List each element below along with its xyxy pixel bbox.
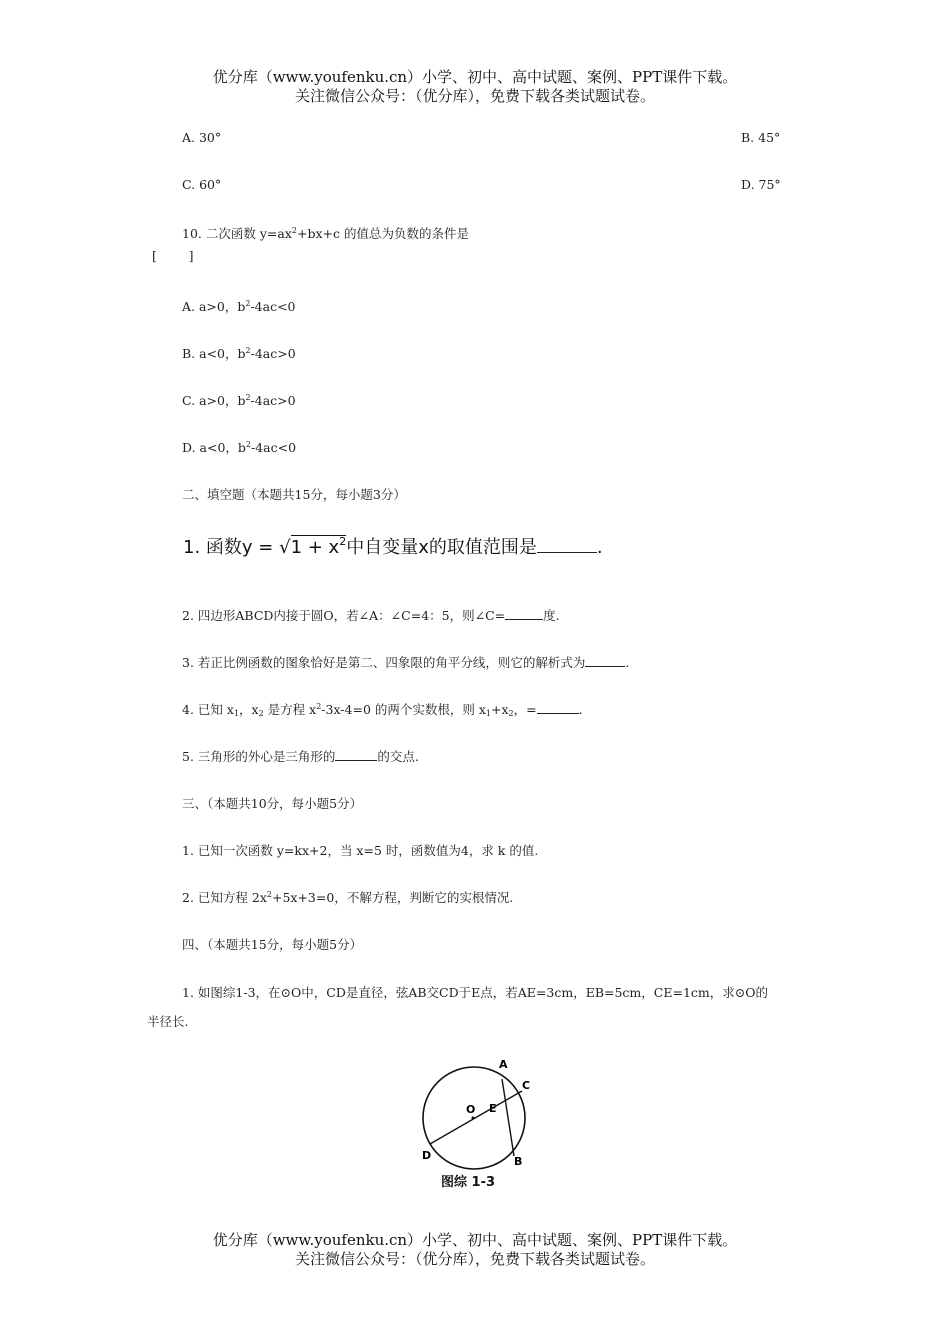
s2-q5: 5. 三角形的外心是三角形的 的交点. [182, 749, 419, 764]
s4-q1-line2: 半径长. [147, 1014, 189, 1029]
q9-option-a: A. 30° [182, 130, 222, 145]
s2-q1-formula: 1. 函数$y = √1 + x^2$中自变量x的取值范围是 . [183, 535, 603, 558]
q10-option-b: B. a<0，$b^2-4ac>0$ [182, 346, 296, 361]
header-line-1: 优分库（www.youfenku.cn）小学、初中、高中试题、案例、PPT课件下载。 [212, 68, 738, 86]
label-b: B [514, 1155, 523, 1168]
q9-option-d: D. 75° [741, 177, 781, 192]
header-line-2: 关注微信公众号：（优分库），免费下载各类试题试卷。 [294, 87, 655, 105]
label-e: E [489, 1102, 497, 1115]
s2-q2: 2. 四边形ABCD内接于圆O，若∠A：∠C=4：5，则∠C= 度. [182, 608, 560, 623]
section-3-title: 三、（本题共10分，每小题5分） [182, 796, 363, 811]
label-o: O [466, 1103, 476, 1116]
q9-option-c: C. 60° [182, 177, 222, 192]
s2-q4: 4. 已知 $x_1$，$x_2$ 是方程 $x^2-3x-4=0$ 的两个实数根，则 $x_1+x_2$，= . [182, 702, 583, 718]
answer-blank[interactable] [585, 654, 625, 667]
label-a: A [499, 1058, 508, 1071]
circle-figure [410, 1055, 550, 1190]
chord-ab [502, 1079, 514, 1156]
s2-q3: 3. 若正比例函数的图象恰好是第二、四象限的角平分线，则它的解析式为 . [182, 655, 630, 670]
q10-option-c: C. a>0，$b^2-4ac>0$ [182, 393, 296, 408]
s3-q2: 2. 已知方程 $2x^2+5x+3=0$，不解方程，判断它的实根情况. [182, 890, 514, 905]
q10-answer-bracket: [ ] [152, 248, 194, 263]
s4-q1-line1: 1. 如图综1-3，在⊙O中，CD是直径，弦AB交CD于E点，若AE=3cm，EB=5cm，CE=1cm，求⊙O的 [182, 985, 768, 1000]
section-4-title: 四、（本题共15分，每小题5分） [182, 937, 363, 952]
label-c: C [522, 1079, 531, 1092]
footer-line-2: 关注微信公众号：（优分库），免费下载各类试题试卷。 [294, 1250, 655, 1268]
sqrt-radicand: $1 + x^2$ [290, 535, 347, 558]
answer-blank[interactable] [537, 701, 579, 714]
center-point [472, 1117, 475, 1120]
label-d: D [422, 1149, 432, 1162]
q10-option-d: D. a<0，$b^2-4ac<0$ [182, 440, 297, 455]
section-2-title: 二、填空题（本题共15分，每小题3分） [182, 487, 406, 502]
q10-option-a: A. a>0，$b^2-4ac<0$ [182, 299, 296, 314]
q9-option-b: B. 45° [741, 130, 781, 145]
q10-stem: 10. 二次函数 $y=ax^2+bx+c$ 的值总为负数的条件是 [182, 226, 469, 241]
figure-caption: 图综 1-3 [441, 1175, 496, 1190]
footer-line-1: 优分库（www.youfenku.cn）小学、初中、高中试题、案例、PPT课件下载。 [212, 1231, 738, 1249]
answer-blank[interactable] [537, 534, 597, 553]
answer-blank[interactable] [335, 748, 377, 761]
s3-q1: 1. 已知一次函数 y=kx+2，当 x=5 时，函数值为4，求 k 的值. [182, 843, 539, 858]
answer-blank[interactable] [505, 607, 543, 620]
